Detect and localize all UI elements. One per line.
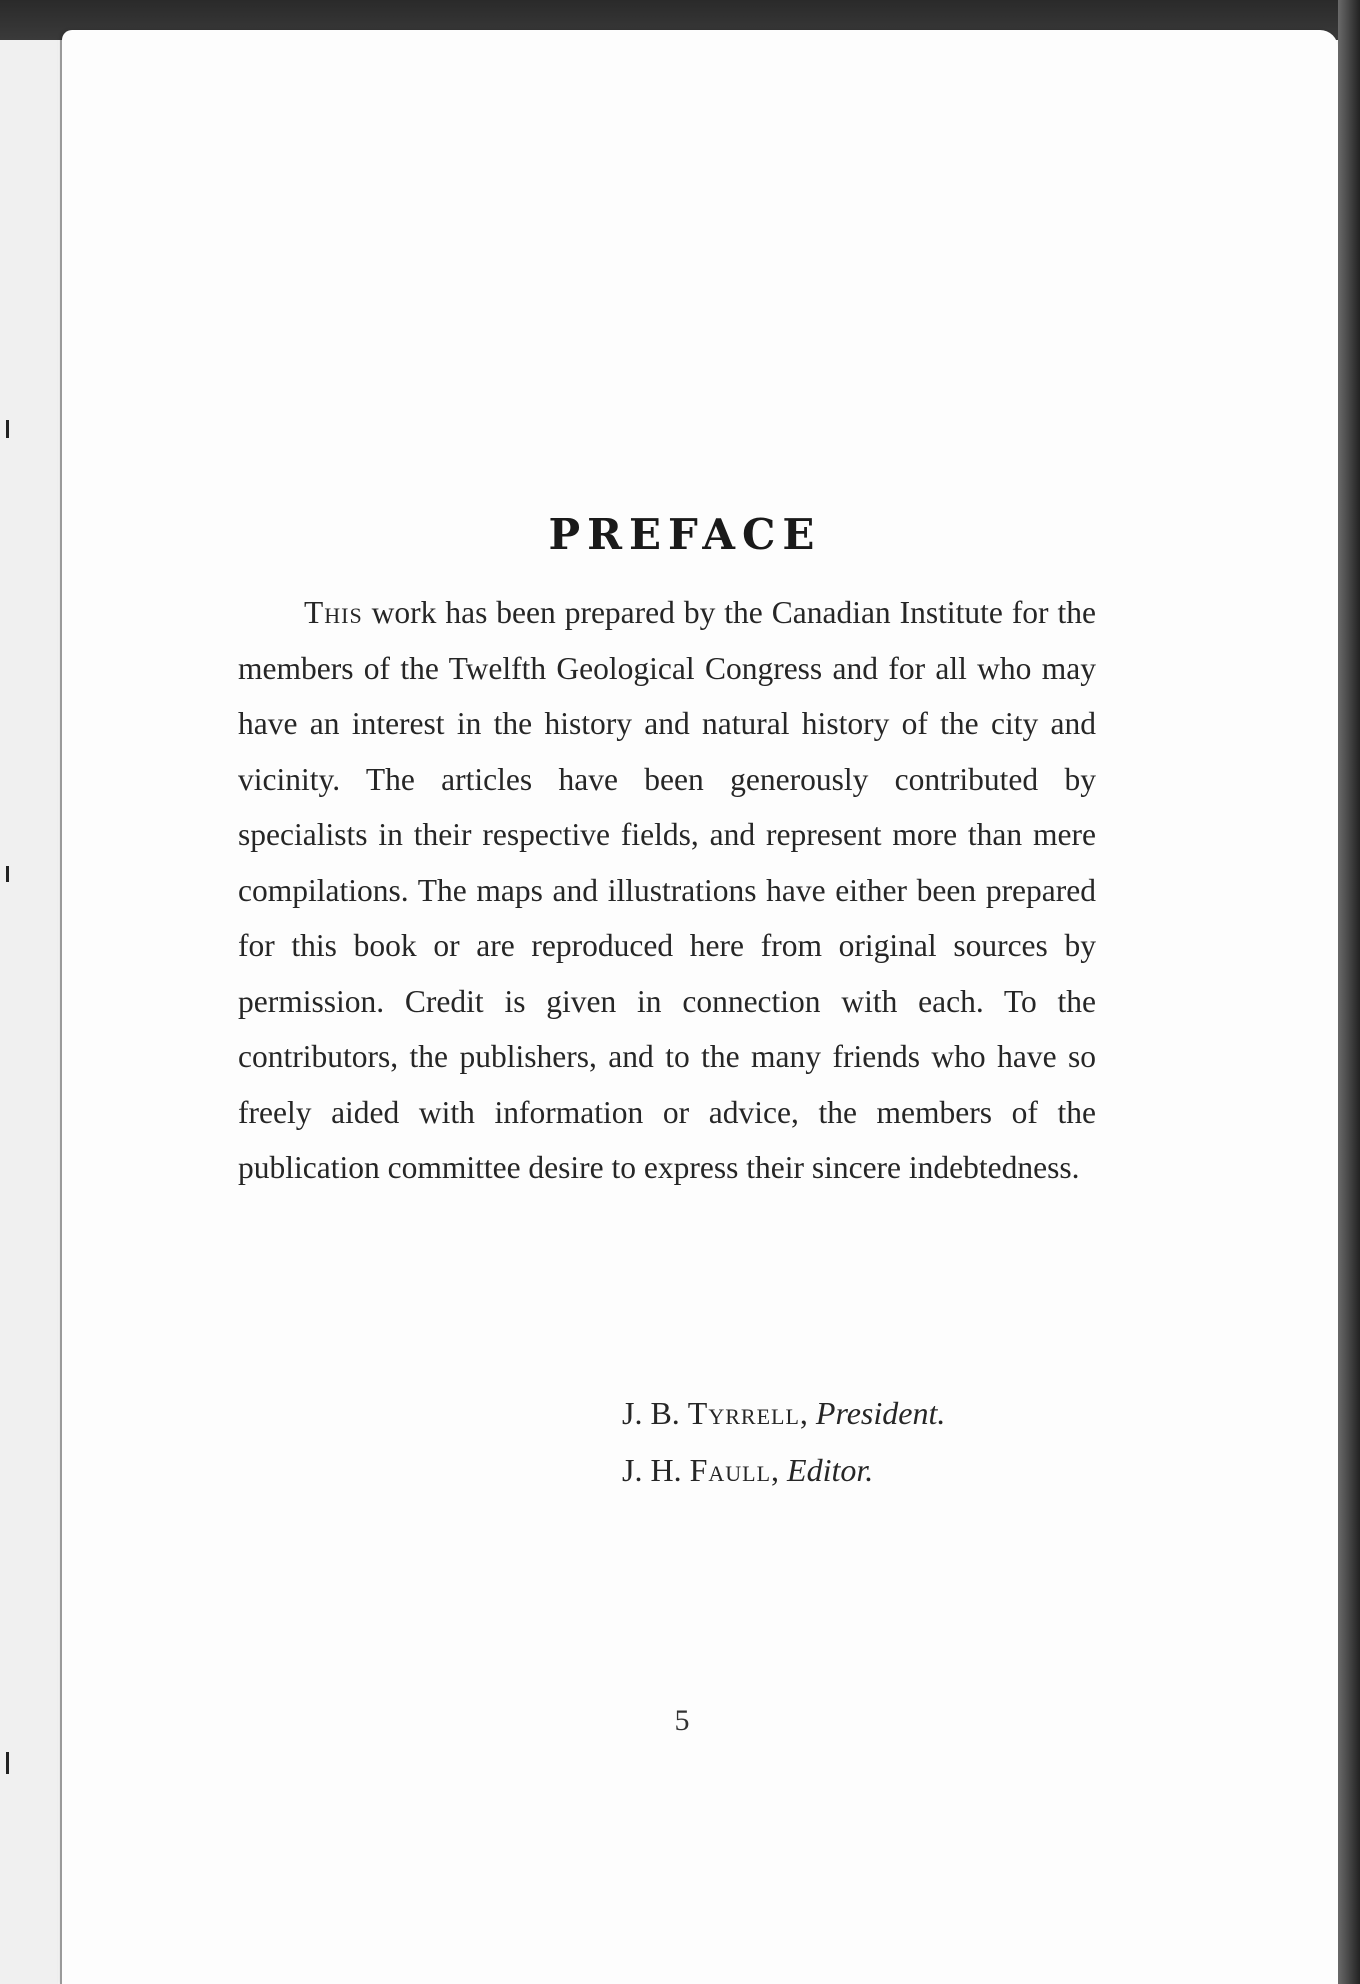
spine-mark — [6, 420, 9, 438]
scan-right-border — [1338, 0, 1360, 1984]
signature-president: J. B. Tyrrell, President. — [622, 1395, 946, 1431]
spine-mark — [6, 1752, 9, 1774]
spine-mark — [6, 866, 9, 882]
signature-editor: J. H. Faull, Editor. — [622, 1452, 874, 1488]
signature-surname: Faull — [689, 1452, 772, 1488]
paragraph-lead-word: This — [304, 595, 363, 630]
preface-paragraph — [238, 585, 1096, 1196]
page-title: PREFACE — [548, 510, 822, 560]
page-spine — [60, 40, 62, 1984]
signature-role: Editor. — [787, 1452, 874, 1488]
page-number: 5 — [674, 1704, 690, 1737]
signature-initials: J. B. — [622, 1395, 688, 1431]
signature-initials: J. H. — [622, 1452, 690, 1488]
signature-role: President. — [815, 1395, 946, 1431]
facing-page-edge — [0, 40, 58, 1984]
signature-surname: Tyrrell — [687, 1395, 800, 1431]
paragraph-text: work has been prepared by the Canadian Institute for the members of the Twelfth Geological Congress and for all who may have an interest in the history and natural history of the city and vicinity. The articles have been generously contributed by specialists in their respective fields, and represent more than mere compilations. The maps and illustrations have either been prepared for this book or are reproduced here from original sources by permission. Credit is given in connection with each. To the contributors, the publishers, and to the many friends who have so freely aided with information or advice, the members of the publication committee desire to express their sincere indebtedness. — [238, 595, 1096, 1185]
